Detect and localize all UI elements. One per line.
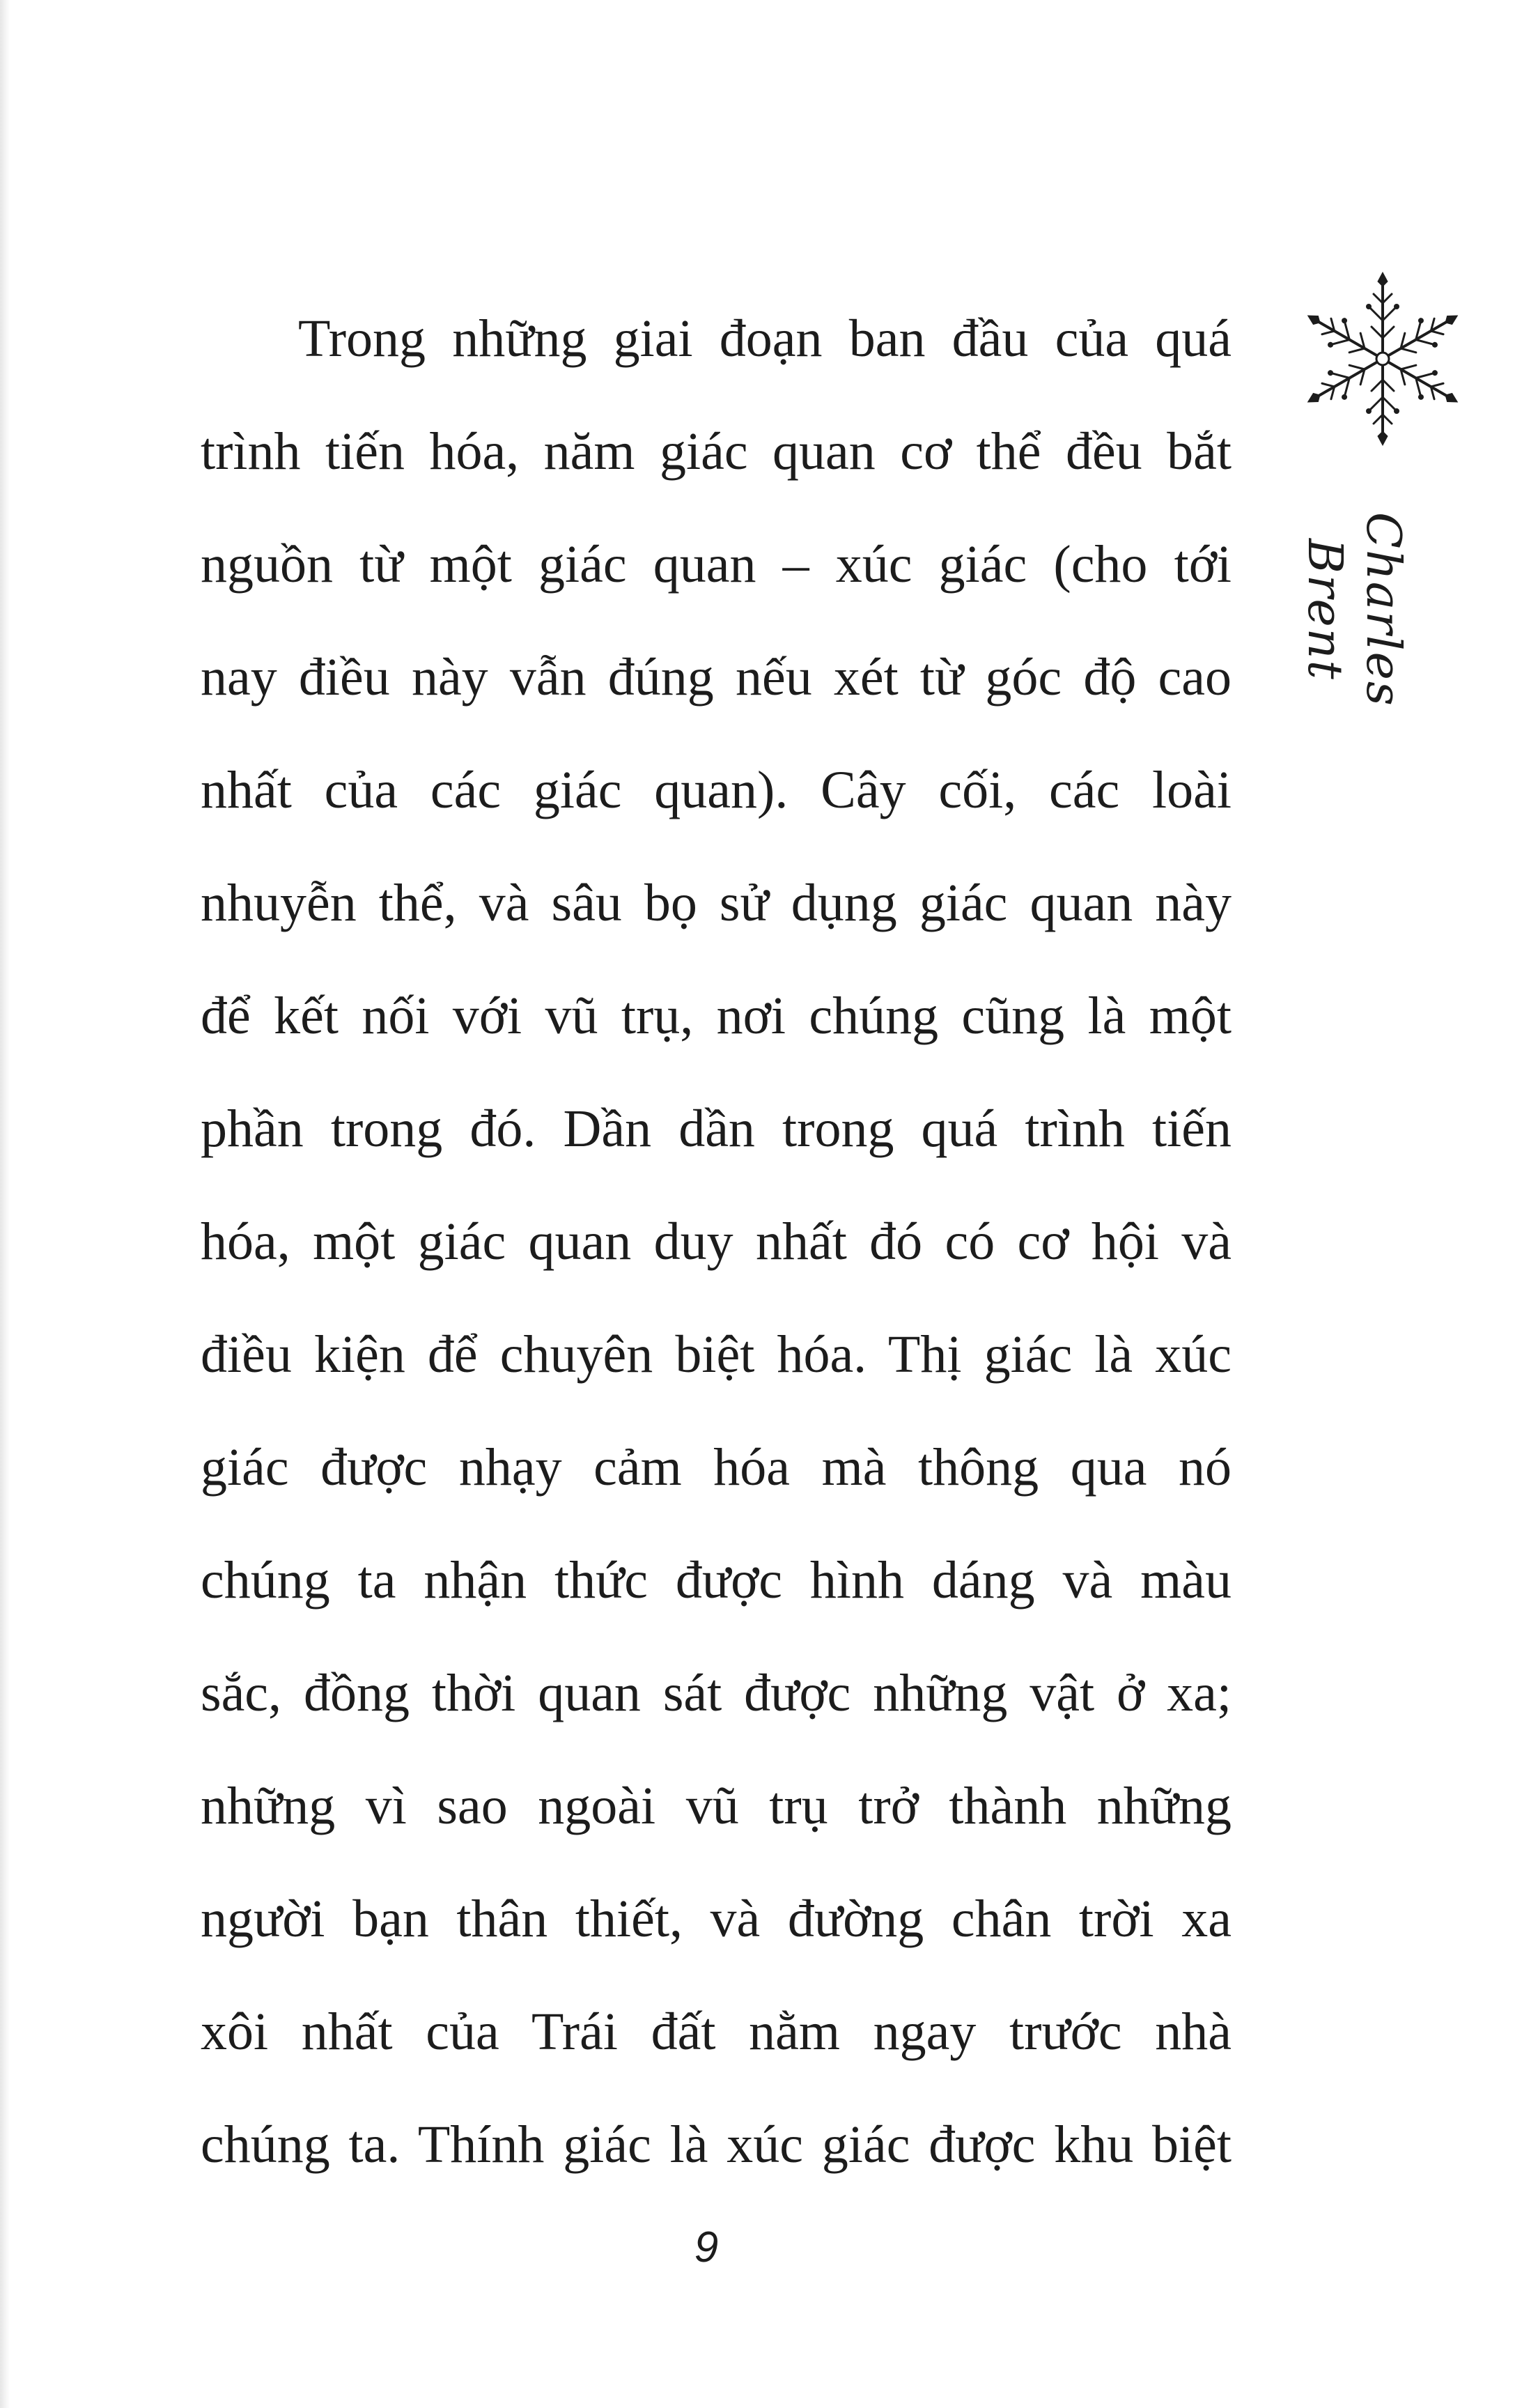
author-name: Charles Brent	[1297, 512, 1411, 707]
text-line: nhuyễn thể, và sâu bọ sử dụng giác quan này	[201, 874, 1232, 932]
text-line: hóa, một giác quan duy nhất đó có cơ hội và	[201, 1212, 1232, 1271]
text-line: phần trong đó. Dần dần trong quá trình tiến	[201, 1099, 1232, 1158]
text-line: trình tiến hóa, năm giác quan cơ thể đều bắt	[201, 422, 1232, 481]
text-line: nhất của các giác quan). Cây cối, các loài	[201, 761, 1232, 819]
body-paragraph	[201, 282, 1232, 2201]
page-edge-shadow	[0, 0, 10, 2408]
text-line: điều kiện để chuyên biệt hóa. Thị giác là xúc	[201, 1325, 1232, 1384]
text-line: chúng ta nhận thức được hình dáng và màu	[201, 1551, 1232, 1610]
text-line: giác được nhạy cảm hóa mà thông qua nó	[201, 1438, 1232, 1497]
running-head	[1292, 261, 1473, 763]
page-number: 9	[694, 2223, 719, 2271]
text-line: những vì sao ngoài vũ trụ trở thành những	[201, 1777, 1232, 1835]
text-line: để kết nối với vũ trụ, nơi chúng cũng là một	[201, 987, 1232, 1045]
text-line: xôi nhất của Trái đất nằm ngay trước nhà	[201, 2002, 1232, 2061]
snowflake-icon	[1306, 261, 1459, 456]
text-line: Trong những giai đoạn ban đầu của quá	[298, 309, 1232, 368]
text-line: chúng ta. Thính giác là xúc giác được khu biệt	[201, 2115, 1232, 2174]
text-line: sắc, đồng thời quan sát được những vật ở xa;	[201, 1664, 1232, 1722]
text-line: người bạn thân thiết, và đường chân trời xa	[201, 1890, 1232, 1948]
text-line: nguồn từ một giác quan – xúc giác (cho tới	[201, 535, 1232, 594]
text-line: nay điều này vẫn đúng nếu xét từ góc độ cao	[201, 648, 1232, 707]
